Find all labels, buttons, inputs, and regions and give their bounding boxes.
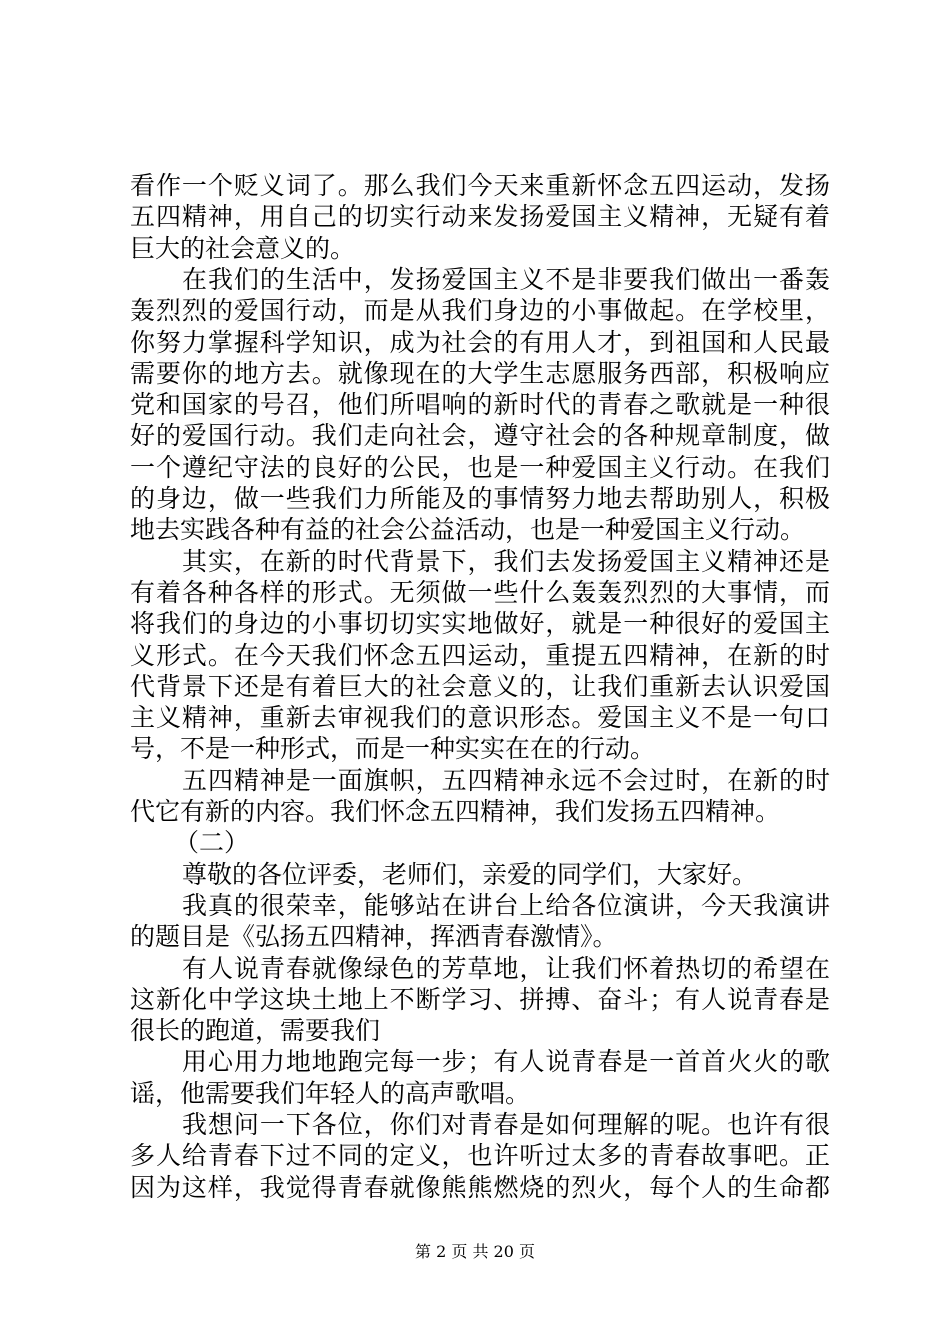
text-line: 党和国家的号召，他们所唱响的新时代的青春之歌就是一种很 [130,390,830,419]
text-line: 的身边，做一些我们力所能及的事情努力地去帮助别人，积极 [130,484,830,513]
text-line: 谣，他需要我们年轻人的高声歌唱。 [130,1079,531,1108]
text-line: 义形式。在今天我们怀念五四运动，重提五四精神，在新的时 [130,641,830,670]
text-line: 我想问一下各位，你们对青春是如何理解的呢。也许有很 [182,1110,830,1139]
text-line: 有着各种各样的形式。无须做一些什么轰轰烈烈的大事情，而 [130,578,830,607]
text-line: 巨大的社会意义的。 [130,234,356,263]
text-line: 需要你的地方去。就像现在的大学生志愿服务西部，积极响应 [130,359,830,388]
text-line: 轰烈烈的爱国行动，而是从我们身边的小事做起。在学校里， [130,296,830,325]
text-line: 有人说青春就像绿色的芳草地，让我们怀着热切的希望在 [182,954,830,983]
text-line: 代背景下还是有着巨大的社会意义的，让我们重新去认识爱国 [130,672,830,701]
text-line: 在我们的生活中，发扬爱国主义不是非要我们做出一番轰 [182,265,830,294]
text-line: 我真的很荣幸，能够站在讲台上给各位演讲，今天我演讲 [182,891,830,920]
text-line: 看作一个贬义词了。那么我们今天来重新怀念五四运动，发扬 [130,171,830,200]
text-line: 号，不是一种形式，而是一种实实在在的行动。 [130,734,656,763]
text-line: 主义精神，重新去审视我们的意识形态。爱国主义不是一句口 [130,703,830,732]
text-line: 好的爱国行动。我们走向社会，遵守社会的各种规章制度，做 [130,421,830,450]
section-heading: （二） [174,828,250,857]
text-line: 一个遵纪守法的良好的公民，也是一种爱国主义行动。在我们 [130,453,830,482]
text-line: 因为这样，我觉得青春就像熊熊燃烧的烈火，每个人的生命都 [130,1173,830,1202]
text-line: 很长的跑道，需要我们 [130,1016,381,1045]
text-line: 将我们的身边的小事切切实实地做好，就是一种很好的爱国主 [130,609,830,638]
text-line: 的题目是《弘扬五四精神，挥洒青春激情》。 [130,922,618,951]
text-line: 尊敬的各位评委，老师们，亲爱的同学们，大家好。 [182,860,758,889]
text-line: 这新化中学这块土地上不断学习、拼搏、奋斗；有人说青春是 [130,985,830,1014]
text-line: 代它有新的内容。我们怀念五四精神，我们发扬五四精神。 [130,797,781,826]
text-line: 五四精神是一面旗帜，五四精神永远不会过时，在新的时 [182,766,830,795]
text-line: 你努力掌握科学知识，成为社会的有用人才，到祖国和人民最 [130,328,830,357]
text-line: 地去实践各种有益的社会公益活动，也是一种爱国主义行动。 [130,515,806,544]
text-line: 其实，在新的时代背景下，我们去发扬爱国主义精神还是 [182,547,830,576]
text-line: 五四精神，用自己的切实行动来发扬爱国主义精神，无疑有着 [130,202,830,231]
page-number-footer: 第 2 页 共 20 页 [415,1242,535,1261]
text-line: 多人给青春下过不同的定义，也许听过太多的青春故事吧。正 [130,1141,830,1170]
text-line: 用心用力地地跑完每一步；有人说青春是一首首火火的歌 [182,1047,830,1076]
